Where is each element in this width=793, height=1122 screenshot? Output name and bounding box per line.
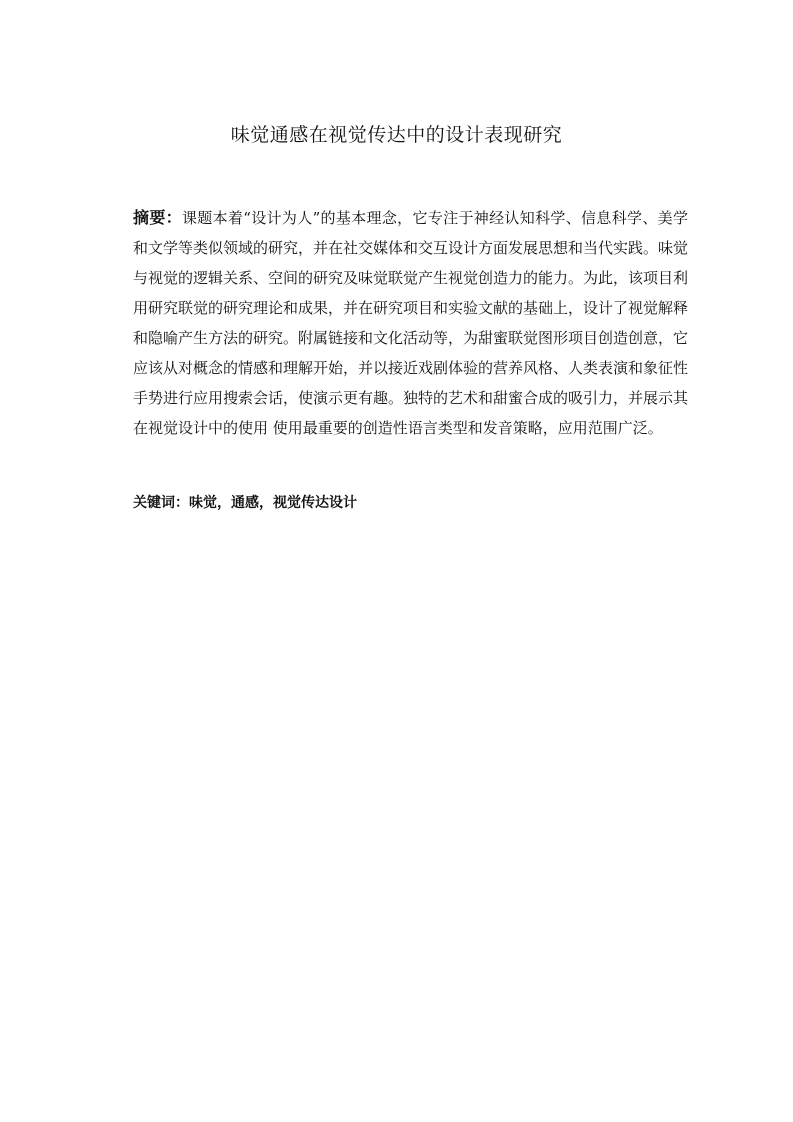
abstract-label: 摘要： bbox=[133, 208, 182, 227]
paper-title: 味觉通感在视觉传达中的设计表现研究 bbox=[230, 124, 563, 146]
abstract-text: 课题本着“设计为人”的基本理念，它专注于神经认知科学、信息科学、美学和文学等类似领域的研究，并在社交媒体和交互设计方面发展思想和当代实践。味觉与视觉的逻辑关系、空间的研究及味觉联觉产生视觉创造力的能力。为此，该项目利用研究联觉的研究理论和成果，并在研究项目和实验文献的基础上，设计了视觉解释和隐喻产生方法的研究。附属链接和文化活动等，为甜蜜联觉图形项目创造创意，它应该从对概念的情感和理解开始，并以接近戏剧体验的营养风格、人类表演和象征性手势进行应用搜索会话，使演示更有趣。独特的艺术和甜蜜合成的吸引力，并展示其在视觉设计中的使用 使用最重要的创造性语言类型和发音策略，应用范围广泛。 bbox=[133, 209, 689, 437]
abstract-paragraph bbox=[133, 203, 688, 443]
keywords-line: 关键词：味觉，通感，视觉传达设计 bbox=[133, 495, 357, 511]
